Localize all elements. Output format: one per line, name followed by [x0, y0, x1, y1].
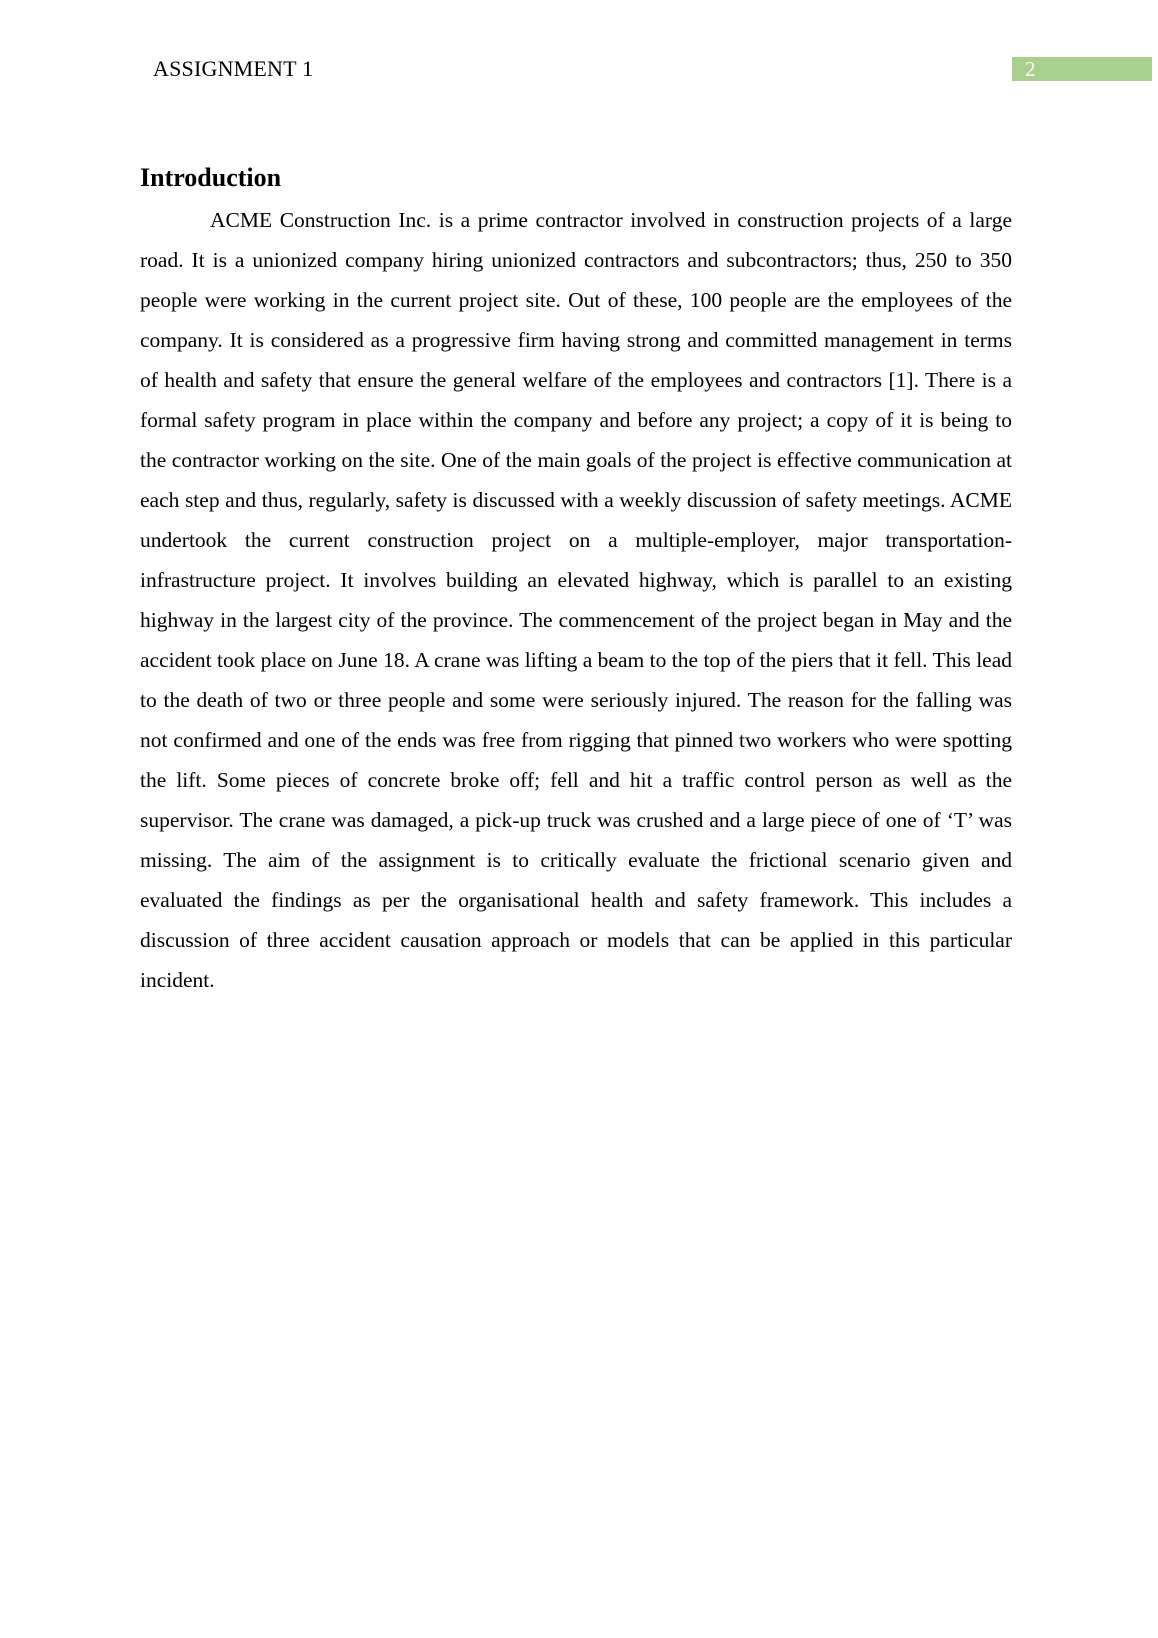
section-heading: Introduction: [140, 163, 282, 192]
document-body: [140, 158, 1012, 1000]
page-header: [0, 56, 1158, 82]
body-paragraph: ACME Construction Inc. is a prime contractor involved in construction projects of a large road. It is a unionized company hiring unionized contractors and subcontractors; thus, 250 to 350 people were working in the current project site. Out of these, 100 people are the employees of the company. It is considered as a progressive firm having strong and committed management in terms of health and safety that ensure the general welfare of the employees and contractors [1]. There is a formal safety program in place within the company and before any project; a copy of it is being to the contractor working on the site. One of the main goals of the project is effective communication at each step and thus, regularly, safety is discussed with a weekly discussion of safety meetings. ACME undertook the current construction project on a multiple-employer, major transportation-infrastructure project. It involves building an elevated highway, which is parallel to an existing highway in the largest city of the province. The commencement of the project began in May and the accident took place on June 18. A crane was lifting a beam to the top of the piers that it fell. This lead to the death of two or three people and some were seriously injured. The reason for the falling was not confirmed and one of the ends was free from rigging that pinned two workers who were spotting the lift. Some pieces of concrete broke off; fell and hit a traffic control person as well as the supervisor. The crane was damaged, a pick-up truck was crushed and a large piece of one of ‘T’ was missing. The aim of the assignment is to critically evaluate the frictional scenario given and evaluated the findings as per the organisational health and safety framework. This includes a discussion of three accident causation approach or models that can be applied in this particular incident.: [140, 208, 1012, 992]
page-number-box: [1012, 57, 1152, 81]
running-head: ASSIGNMENT 1: [153, 56, 314, 81]
page-number: 2: [1025, 57, 1036, 81]
